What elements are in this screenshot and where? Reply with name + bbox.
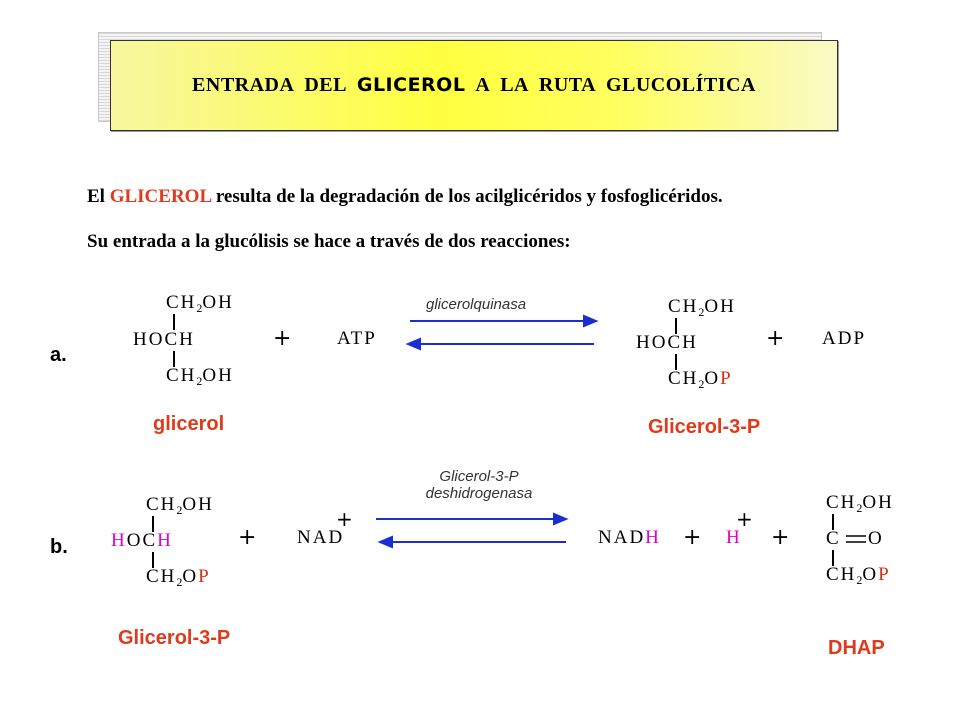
title-part-glicerol: GLICEROL — [356, 74, 466, 96]
plus-sign: + — [238, 525, 257, 550]
dhap-mid-oxygen: O — [868, 528, 884, 549]
reaction-a-label: a. — [50, 344, 67, 366]
intro-el: El — [87, 186, 110, 207]
enzyme-line-1: Glicerol-3-P — [439, 468, 519, 485]
glicerol-bottom-group: $CH_2OH$ — [166, 365, 234, 388]
glicerol-3-p-label: Glicerol-3-P — [648, 416, 761, 438]
adp-label: ADP — [822, 328, 867, 349]
glicerol-top-group: $CH_2OH$ — [166, 292, 234, 315]
enzyme-line-2: deshidrogenasa — [425, 485, 533, 502]
glicerol-mid-group: HOCH — [133, 329, 195, 350]
double-bond — [846, 536, 866, 542]
g3p-top-group: $CH_2OH$ — [668, 296, 736, 319]
g3p-b-mid-group: HOCH — [111, 530, 173, 551]
nadh-label: NADH — [598, 527, 661, 548]
g3p-bottom-group: $CH_2OP$ — [668, 368, 733, 391]
title-part-1: ENTRADA DEL — [192, 74, 357, 96]
g3p-b-top-group: $CH_2OH$ — [146, 494, 214, 517]
nad-plus-label: NAD — [297, 527, 345, 548]
arrow-b-forward — [376, 514, 566, 524]
intro-rest: resulta de la degradación de los acilglicéridos y fosfoglicéridos. — [211, 186, 723, 207]
arrow-b-reverse — [380, 537, 566, 547]
glicerol-3-p-b-label: Glicerol-3-P — [118, 627, 231, 649]
bond — [173, 314, 175, 330]
dhap-label: DHAP — [828, 637, 885, 659]
proton-charge: + — [736, 507, 753, 531]
dhap-top-group: $CH_2OH$ — [826, 492, 894, 515]
dhap-mid-carbon: C — [826, 528, 841, 549]
dhap-bottom-group: $CH_2OP$ — [826, 564, 891, 587]
proton-label: H — [726, 527, 742, 548]
intro-glicerol: GLICEROL — [109, 186, 212, 207]
nad-charge: + — [336, 507, 353, 531]
enzyme-glicerolquinasa: glicerolquinasa — [426, 296, 527, 313]
title-part-3: A LA RUTA GLUCOLÍTICA — [465, 74, 756, 96]
plus-sign: + — [766, 326, 785, 351]
g3p-b-bottom-group: $CH_2OP$ — [146, 566, 211, 589]
enzyme-g3p-deshidrogenasa — [409, 468, 549, 502]
intro-line-2: Su entrada a la glucólisis se hace a través de dos reacciones: — [87, 231, 571, 252]
plus-sign: + — [683, 525, 702, 550]
reaction-b-label: b. — [50, 536, 68, 558]
arrow-a-forward — [410, 316, 596, 326]
atp-label: ATP — [337, 328, 377, 349]
plus-sign: + — [273, 326, 292, 351]
g3p-mid-group: HOCH — [636, 332, 698, 353]
glicerol-label: glicerol — [153, 413, 225, 435]
arrow-a-reverse — [408, 339, 594, 349]
plus-sign: + — [771, 525, 790, 550]
